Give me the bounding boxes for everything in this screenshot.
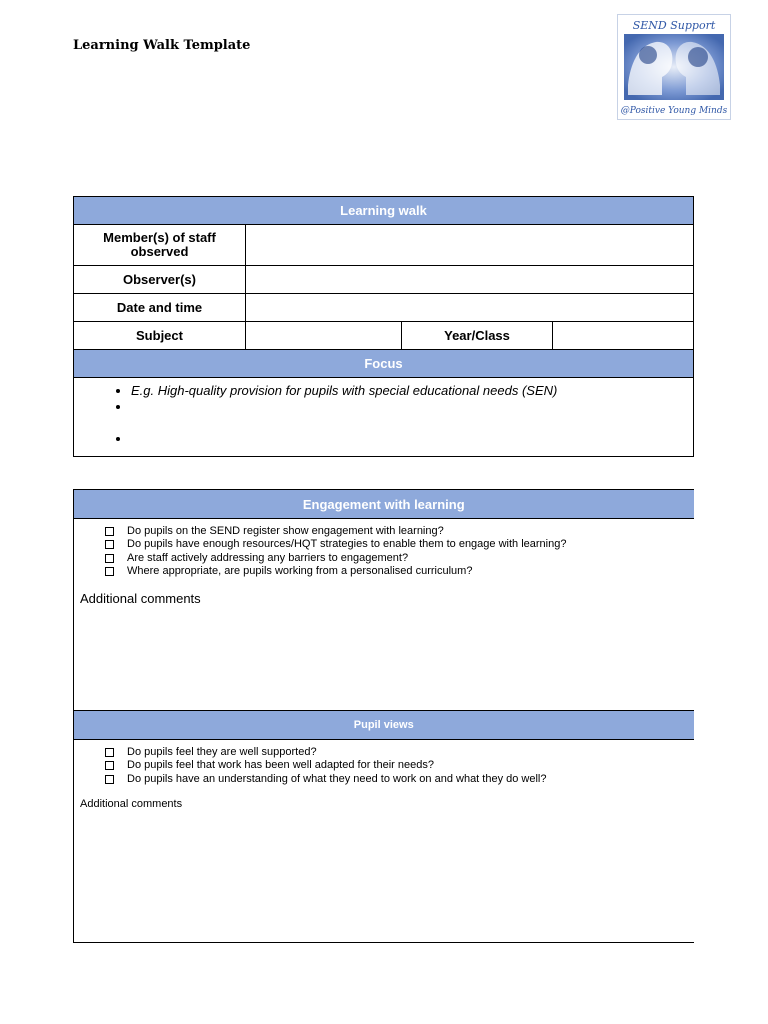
year-class-label: Year/Class [402, 322, 553, 350]
date-time-field[interactable] [246, 294, 694, 322]
pupil-views-header: Pupil views [74, 711, 694, 740]
focus-header: Focus [74, 350, 694, 378]
document-title: Learning Walk Template [73, 38, 251, 53]
checkbox-icon[interactable] [105, 761, 114, 770]
engagement-question: Do pupils on the SEND register show engagement with learning? [105, 525, 694, 538]
focus-list-cell[interactable] [74, 378, 694, 457]
focus-list [74, 383, 693, 447]
pupil-views-question: Do pupils feel that work has been well adapted for their needs? [105, 759, 694, 772]
subject-label: Subject [74, 322, 246, 350]
subject-field[interactable] [246, 322, 402, 350]
observer-field[interactable] [246, 266, 694, 294]
engagement-question: Do pupils have enough resources/HQT strategies to enable them to engage with learning? [105, 538, 694, 551]
year-class-field[interactable] [553, 322, 694, 350]
members-field[interactable] [246, 225, 694, 266]
engagement-question: Where appropriate, are pupils working from a personalised curriculum? [105, 565, 694, 578]
members-label: Member(s) of staff observed [74, 225, 246, 266]
engagement-comments-label: Additional comments [80, 591, 201, 607]
checkbox-icon[interactable] [105, 540, 114, 549]
checkbox-icon[interactable] [105, 748, 114, 757]
checkbox-icon[interactable] [105, 567, 114, 576]
pupil-views-question: Do pupils have an understanding of what they need to work on and what they do well? [105, 773, 694, 786]
observer-label: Observer(s) [74, 266, 246, 294]
focus-item [131, 431, 693, 447]
engagement-question: Are staff actively addressing any barriers to engagement? [105, 552, 694, 565]
pupil-views-section [74, 740, 694, 943]
checkbox-icon[interactable] [105, 775, 114, 784]
observation-table [73, 489, 694, 943]
logo-bottom-text: @Positive Young Minds [620, 106, 728, 116]
date-time-label: Date and time [74, 294, 246, 322]
checkbox-icon[interactable] [105, 554, 114, 563]
engagement-section [74, 519, 694, 711]
learning-walk-table [73, 196, 694, 457]
engagement-checklist [74, 525, 694, 578]
engagement-header: Engagement with learning [74, 490, 694, 519]
focus-item [131, 399, 693, 415]
learning-walk-header: Learning walk [74, 197, 694, 225]
pupil-views-checklist [74, 746, 694, 786]
pupil-views-question: Do pupils feel they are well supported? [105, 746, 694, 759]
checkbox-icon[interactable] [105, 527, 114, 536]
focus-item: • E.g. High-quality provision for pupils with special educational needs (SEN) [131, 383, 693, 399]
pupil-views-comments-label: Additional comments [80, 797, 183, 810]
logo-top-text: SEND Support [632, 19, 716, 32]
send-support-logo [617, 14, 731, 120]
